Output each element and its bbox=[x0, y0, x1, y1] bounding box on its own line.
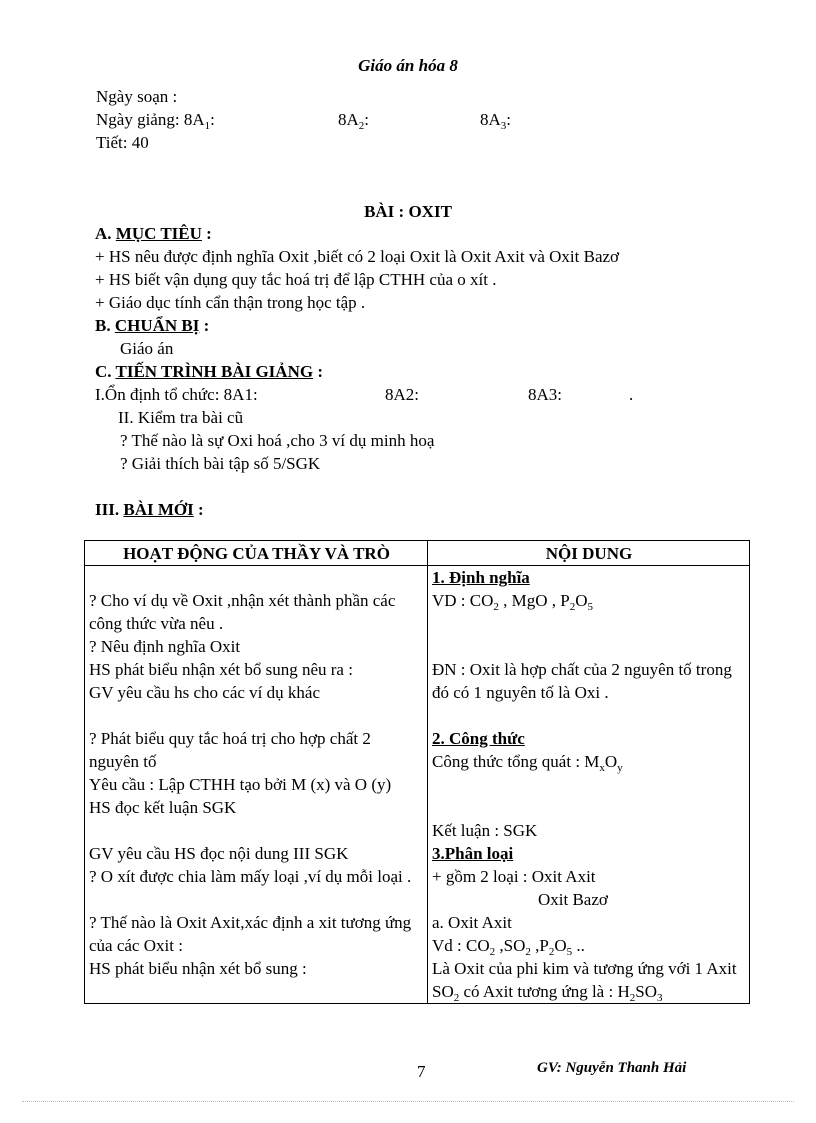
activity-line: HS đọc kết luận SGK bbox=[89, 798, 237, 817]
table-header-activities: HOẠT ĐỘNG CỦA THẦY VÀ TRÒ bbox=[85, 541, 428, 566]
activity-line: HS phát biểu nhận xét bổ sung nêu ra : bbox=[89, 660, 353, 679]
activity-line: HS phát biểu nhận xét bổ sung : bbox=[89, 959, 307, 978]
content-line: Oxit Bazơ bbox=[538, 890, 608, 909]
page-header: Giáo án hóa 8 bbox=[358, 56, 458, 75]
content-heading: 2. Công thức bbox=[432, 729, 525, 748]
review-question: ? Thế nào là sự Oxi hoá ,cho 3 ví dụ minh hoạ bbox=[120, 431, 435, 450]
tiet: Tiết: 40 bbox=[96, 133, 149, 152]
class-8a3: $8A_3$: bbox=[480, 110, 512, 132]
activity-line: Yêu cầu : Lập CTHH tạo bởi M (x) và O (y) bbox=[89, 775, 392, 794]
lesson-title: BÀI : OXIT bbox=[364, 202, 452, 221]
content-line: Vd : $CO_2$ $,SO_2$ $,P_2O_5$ .. bbox=[432, 936, 585, 958]
on-dinh-to-chuc: I.Ổn định tổ chức: 8A1: bbox=[95, 385, 258, 404]
class-8a2: $8A_2$: bbox=[338, 110, 370, 132]
content-line: Kết luận : SGK bbox=[432, 821, 538, 840]
content-line: ĐN : Oxit là hợp chất của 2 nguyên tố trong đó có 1 nguyên tố là Oxi . bbox=[432, 660, 732, 702]
content-line: VD : $CO_2$ , MgO , $P_2O_5$ bbox=[432, 591, 594, 613]
trailing-dot: . bbox=[629, 385, 634, 404]
lesson-table bbox=[84, 540, 750, 1004]
class-8a2-check: 8A2: bbox=[385, 385, 419, 404]
activities-cell bbox=[85, 566, 428, 1004]
section-iii-heading: III. BÀI MỚI : bbox=[95, 500, 204, 519]
section-b-heading: B. CHUẨN BỊ : bbox=[95, 316, 210, 335]
content-line: Công thức tổng quát : $M_xO_y$ bbox=[432, 752, 623, 774]
activity-line: GV yêu cầu HS đọc nội dung III SGK bbox=[89, 844, 349, 863]
ngay-giang: Ngày giảng: $8A_1$: bbox=[96, 110, 215, 132]
footer-author: GV: Nguyễn Thanh Hải bbox=[537, 1060, 687, 1076]
section-c-heading: C. TIẾN TRÌNH BÀI GIẢNG : bbox=[95, 362, 323, 381]
ngay-soan: Ngày soạn : bbox=[96, 87, 178, 106]
content-line: + gồm 2 loại : Oxit Axit bbox=[432, 867, 596, 886]
objective-item: + Giáo dục tính cẩn thận trong học tập . bbox=[95, 293, 366, 312]
page-number: 7 bbox=[417, 1062, 426, 1081]
activity-line: ? Phát biểu quy tắc hoá trị cho hợp chất 2 nguyên tố bbox=[89, 729, 371, 771]
preparation-item: Giáo án bbox=[120, 339, 174, 358]
content-heading: 3.Phân loại bbox=[432, 844, 514, 863]
activity-line: GV yêu cầu hs cho các ví dụ khác bbox=[89, 683, 320, 702]
page-bottom-divider bbox=[22, 1101, 794, 1102]
table-header-content: NỘI DUNG bbox=[428, 541, 750, 566]
review-question: ? Giải thích bài tập số 5/SGK bbox=[120, 454, 321, 473]
activity-line: ? O xít được chia làm mấy loại ,ví dụ mỗi loại . bbox=[89, 867, 412, 886]
kiem-tra-bai-cu: II. Kiểm tra bài cũ bbox=[118, 408, 244, 427]
content-line: Là Oxit của phi kim và tương ứng với 1 Axit bbox=[432, 959, 737, 978]
objective-item: + HS biết vận dụng quy tắc hoá trị để lập CTHH của o xít . bbox=[95, 270, 497, 289]
content-heading: 1. Định nghĩa bbox=[432, 568, 530, 587]
activity-line: ? Cho ví dụ về Oxit ,nhận xét thành phần các công thức vừa nêu . bbox=[89, 591, 396, 633]
content-line: $SO_2$ có Axit tương ứng là : $H_2SO_3$ bbox=[432, 982, 663, 1004]
activity-line: ? Nêu định nghĩa Oxit bbox=[89, 637, 241, 656]
content-line: a. Oxit Axit bbox=[432, 913, 512, 932]
objective-item: + HS nêu được định nghĩa Oxit ,biết có 2 loại Oxit là Oxit Axit và Oxit Bazơ bbox=[95, 247, 620, 266]
activity-line: ? Thế nào là Oxit Axit,xác định a xit tương ứng của các Oxit : bbox=[89, 913, 412, 955]
section-a-heading: A. MỤC TIÊU : bbox=[95, 224, 212, 243]
class-8a3-check: 8A3: bbox=[528, 385, 562, 404]
content-cell bbox=[428, 566, 750, 1004]
